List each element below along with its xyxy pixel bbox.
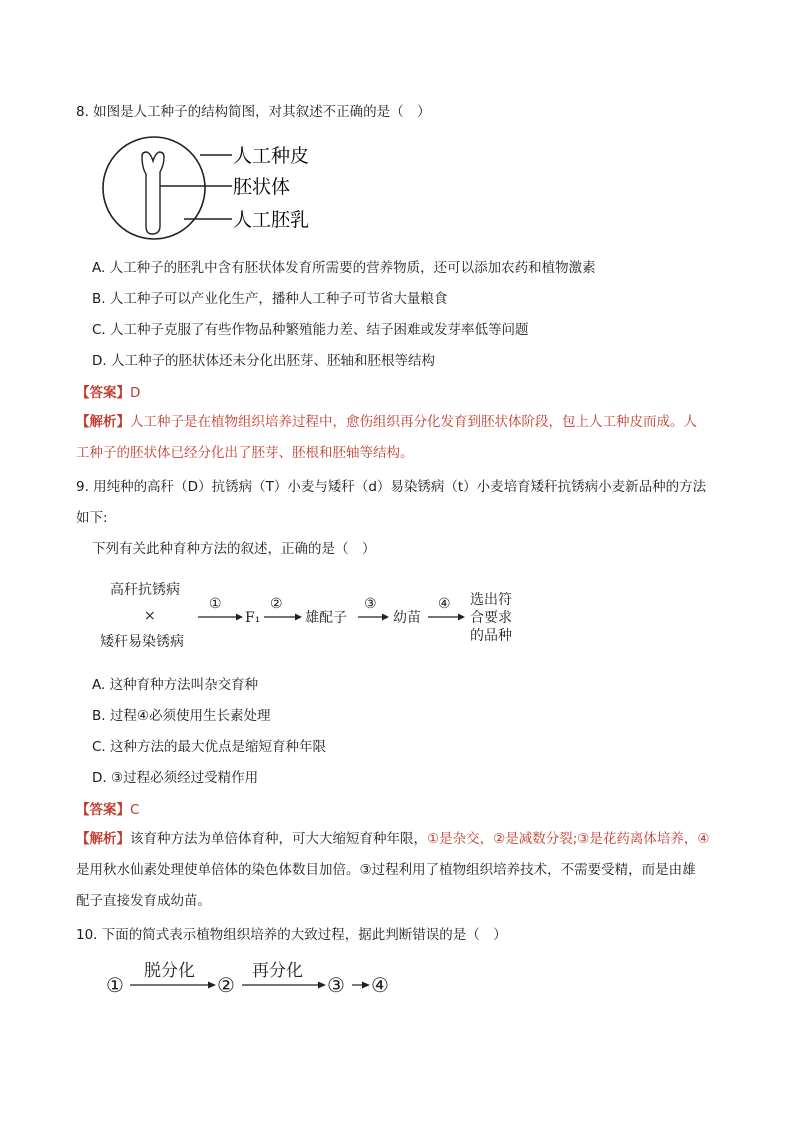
- analysis-part-d: 配子直接发育成幼苗。: [76, 893, 211, 909]
- q9-option-a: A. 这种育种方法叫杂交育种: [92, 677, 259, 693]
- stage-4: ④: [371, 973, 389, 997]
- analysis-line-2: 工种子的胚状体已经分化出了胚芽、胚根和胚轴等结构。: [76, 445, 414, 461]
- q9-breeding-flow-diagram: [96, 578, 536, 654]
- stage-3: ③: [327, 973, 345, 997]
- parent-short-susceptible: 矮秆易染锈病: [100, 634, 184, 650]
- q8-analysis: [76, 407, 736, 469]
- analysis-part-b: ①是杂交，②是减数分裂;③是花药离体培养，④: [427, 831, 710, 847]
- label-artificial-endosperm: 人工胚乳: [233, 209, 310, 231]
- parent-tall-resistant: 高秆抗锈病: [110, 582, 180, 598]
- q9-analysis: [76, 824, 736, 917]
- q9-stem-line2: 如下:: [76, 510, 108, 526]
- label-embryoid: 胚状体: [233, 176, 291, 198]
- label-artificial-coat: 人工种皮: [233, 145, 310, 167]
- q10-stem: 10. 下面的简式表示植物组织培养的大致过程，据此判断错误的是（ ）: [76, 927, 507, 943]
- cross-symbol: ×: [144, 608, 156, 624]
- q8-seed-diagram: [98, 134, 338, 244]
- seedling-label: 幼苗: [393, 610, 421, 626]
- q8-option-b: B. 人工种子可以产业化生产，播种人工种子可节省大量粮食: [92, 291, 448, 307]
- q9-answer: [76, 800, 139, 820]
- answer-tag: 【答案】: [76, 385, 130, 401]
- male-gamete-label: 雄配子: [305, 610, 347, 626]
- embryoid-shape: [142, 152, 164, 234]
- stage-2: ②: [217, 973, 235, 997]
- answer-value: C: [130, 802, 140, 818]
- q8-option-d: D. 人工种子的胚状体还未分化出胚芽、胚轴和胚根等结构: [92, 353, 435, 369]
- step-2: ②: [270, 596, 283, 612]
- q8-option-c: C. 人工种子克服了有些作物品种繁殖能力差、结子困难或发芽率低等问题: [92, 322, 529, 338]
- analysis-line-1: 人工种子是在植物组织培养过程中，愈伤组织再分化发育到胚状体阶段，包上人工种皮而成。人: [130, 414, 697, 430]
- analysis-tag: 【解析】: [76, 414, 130, 430]
- step-4: ④: [438, 596, 451, 612]
- q8-answer: [76, 383, 140, 403]
- q8-option-a: A. 人工种子的胚乳中含有胚状体发育所需要的营养物质，还可以添加农药和植物激素: [92, 260, 596, 276]
- result-line-1: 选出符: [470, 592, 512, 608]
- analysis-part-c: 是用秋水仙素处理使单倍体的染色体数目加倍。③过程利用了植物组织培养技术，不需要受精，而是由雄: [76, 862, 696, 878]
- q8-stem: 8. 如图是人工种子的结构简图，对其叙述不正确的是（ ）: [76, 104, 431, 120]
- answer-value: D: [130, 385, 141, 401]
- result-line-3: 的品种: [470, 628, 512, 644]
- analysis-tag: 【解析】: [76, 831, 130, 847]
- step-1: ①: [209, 596, 222, 612]
- result-line-2: 合要求: [470, 610, 512, 626]
- analysis-part-a: 该育种方法为单倍体育种，可大大缩短育种年限，: [130, 831, 427, 847]
- f1-label: F₁: [245, 610, 261, 626]
- answer-tag: 【答案】: [76, 802, 130, 818]
- q9-stem-line1: 9. 用纯种的高秆（D）抗锈病（T）小麦与矮秆（d）易染锈病（t）小麦培育矮秆抗锈病小麦新品种的方法: [76, 479, 707, 495]
- seed-coat-circle: [103, 137, 205, 239]
- q9-option-b: B. 过程④必须使用生长素处理: [92, 708, 271, 724]
- step-3: ③: [364, 596, 377, 612]
- dedifferentiation-label: 脱分化: [144, 961, 195, 981]
- q10-tissue-culture-diagram: [104, 955, 404, 1001]
- redifferentiation-label: 再分化: [252, 961, 303, 981]
- q9-option-c: C. 这种方法的最大优点是缩短育种年限: [92, 739, 327, 755]
- q9-stem-line3: 下列有关此种育种方法的叙述，正确的是（ ）: [92, 541, 376, 557]
- q9-option-d: D. ③过程必须经过受精作用: [92, 770, 259, 786]
- stage-1: ①: [106, 973, 124, 997]
